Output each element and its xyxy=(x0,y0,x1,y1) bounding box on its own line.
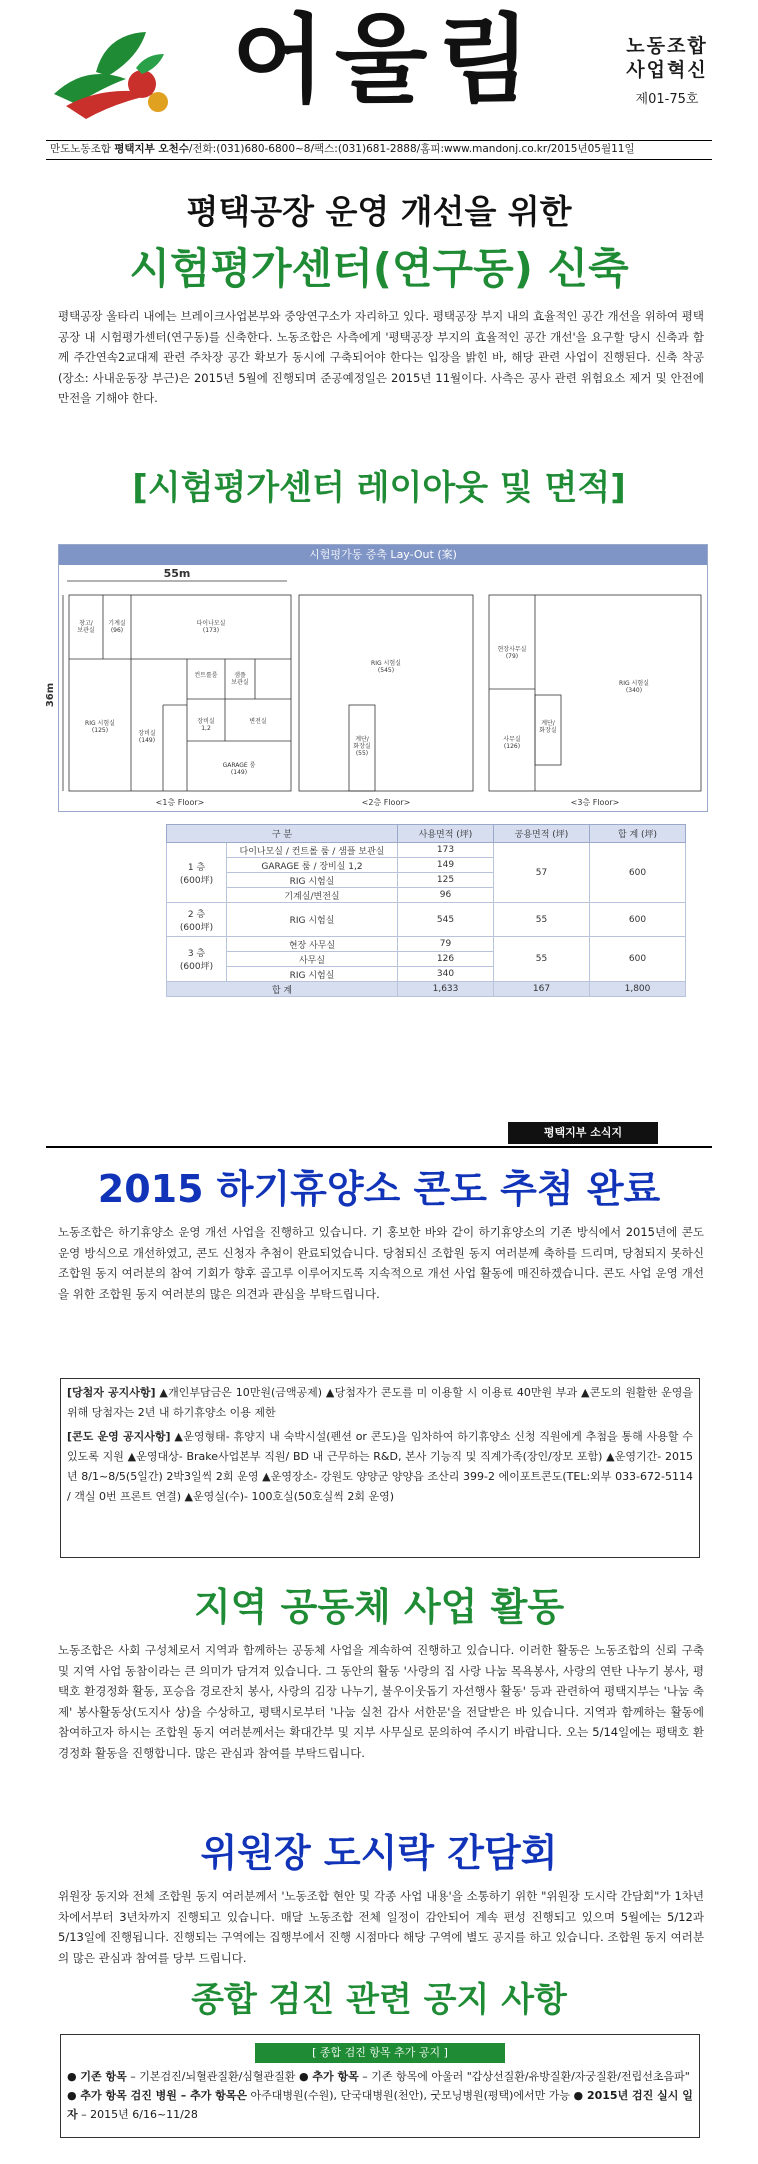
checkup-items xyxy=(67,2067,693,2124)
item-hospital: 아주대병원(수원), 단국대병원(천안), 굿모닝병원(평택)에서만 가능 xyxy=(247,2089,574,2102)
floor3-cell: 3 층 (600坪) xyxy=(167,937,227,982)
condo-notice-box xyxy=(60,1378,700,1558)
floor1-total: 600 xyxy=(590,843,686,903)
article3-headline: 지역 공동체 사업 활동 xyxy=(193,1585,565,1629)
room-rig3: RIG 시험실 (340) xyxy=(619,680,649,694)
info-bar xyxy=(46,140,712,160)
row-label: 다이나모실 / 컨트롤 룸 / 샘플 보관실 xyxy=(227,843,398,858)
row-use: 96 xyxy=(398,888,494,903)
row-label: 사무실 xyxy=(227,952,398,967)
article2-body: 노동조합은 하기휴양소 운영 개선 사업을 진행하고 있습니다. 기 홍보한 바와 같이 하기휴양소의 기존 방식에서 2015년에 콘도 운영 방식으로 개선하였고, 콘도 신청자 추첨이 완료되었습니다. 당첨되신 조합원 동지 여러분께 축하를 드리며, 당첨되지 못하신 조합원 동지 여러분의 참여 기회가 향후 골고루 이루어지도록 지속적으로 개선 사업 활동에 매진하겠습니다. 콘도 사업 운영 개선을 위한 조합원 동지 여러분의 많은 의견과 관심을 부탁드립니다. xyxy=(58,1225,704,1301)
checkup-box-label: [ 종합 검진 항목 추가 공지 ] xyxy=(255,2043,505,2063)
notice-operation-label: [콘도 운영 공지사항] xyxy=(67,1430,171,1443)
article3-body: 노동조합은 사회 구성체로서 지역과 함께하는 공동체 사업을 계속하여 진행하고 있습니다. 이러한 활동은 노동조합의 신뢰 구축 및 지역 사업 동참이라는 큰 의미가 담겨져 있습니다. 그 동안의 활동 '사랑의 집 사랑 나눔 목욕봉사, 사랑의 연탄 나누기 봉사, 평택호 환경정화 활동, 포승읍 경로잔치 봉사, 사랑의 김장 나누기, 불우이웃돕기 자선행사 활동' 등과 관련하여 평택지부는 '나눔 축제' 봉사활동상(도지사 상)을 수상하고, 평택시로부터 '나눔 실천 감사 서한문'을 전달받은 바 있습니다. 지역과 함께하는 활동에 참여하고자 하시는 조합원 동지 여러분께서는 확대간부 및 지부 사무실로 문의하여 주시기 바랍니다. 오는 5/14일에는 평택호 환경정화 활동을 진행합니다. 많은 관심과 참여를 부탁드립니다. xyxy=(58,1643,704,1760)
table-total-row xyxy=(167,982,686,997)
diagram-title: 시험평가동 증축 Lay-Out (案) xyxy=(59,545,707,565)
org-line-1: 노동조합 xyxy=(626,35,708,57)
room-rig1: RIG 시험실 (125) xyxy=(85,720,115,734)
room-site-office: 현장사무실 (79) xyxy=(497,646,527,660)
item-hospital-label: ● 추가 항목 검진 병원 – 추가 항목은 xyxy=(67,2089,248,2102)
row-use: 149 xyxy=(398,858,494,873)
article5-headline: 종합 검진 관련 공지 사항 xyxy=(191,1980,567,2020)
sum-label: 합 계 xyxy=(167,982,398,997)
article2-headline: 2015 하기휴양소 콘도 추첨 완료 xyxy=(97,1167,661,1211)
floor2-common: 55 xyxy=(494,903,590,937)
notice-winners xyxy=(67,1383,693,1423)
room-control: 컨트롤룸 xyxy=(194,672,218,679)
sum-common: 167 xyxy=(494,982,590,997)
info-bar-branch: 평택지부 오천수 xyxy=(114,143,189,155)
room-machine: 기계실 (96) xyxy=(108,620,126,634)
room-sample: 샘플 보관실 xyxy=(231,672,249,686)
notice-winners-label: [당첨자 공지사항] xyxy=(67,1386,156,1399)
room-storage: 창고/ 보관실 xyxy=(77,620,95,634)
issue-number: 제01-75호 xyxy=(635,92,699,107)
floor2-total: 600 xyxy=(590,903,686,937)
article1-subheadline: 평택공장 운영 개선을 위한 xyxy=(186,192,572,231)
info-bar-contact: /전화:(031)680-6800~8/팩스:(031)681-2888/홈피:www.mandonj.co.kr/2015년05월11일 xyxy=(188,143,635,155)
floor3-total: 600 xyxy=(590,937,686,982)
info-bar-org: 만도노동조합 xyxy=(50,143,115,155)
item-added-label: ● 추가 항목 xyxy=(298,2070,359,2083)
row-use: 545 xyxy=(398,903,494,937)
table-row xyxy=(167,903,686,937)
area-table xyxy=(166,824,686,997)
row-use: 126 xyxy=(398,952,494,967)
table-row xyxy=(167,843,686,858)
table-row xyxy=(167,937,686,952)
room-equip: 장비실 (149) xyxy=(138,730,156,744)
room-office: 사무실 (126) xyxy=(503,736,521,750)
floor1-plan xyxy=(69,595,291,791)
floor2-plan xyxy=(299,595,473,791)
th-use-area: 사용면적 (坪) xyxy=(398,825,494,843)
row-use: 340 xyxy=(398,967,494,982)
article1-headline: 시험평가센터(연구동) 신축 xyxy=(129,244,629,293)
row-use: 173 xyxy=(398,843,494,858)
article1-body: 평택공장 울타리 내에는 브레이크사업본부와 중앙연구소가 자리하고 있다. 평택공장 부지 내의 효율적인 공간 개선을 위하여 평택공장 내 시험평가센터(연구동)를 신축한다. 노동조합은 사측에게 '평택공장 부지의 효율적인 공간 개선'을 요구할 당시 신축과 함께 주간연속2교대제 관련 주차장 공간 확보가 동시에 구축되어야 한다는 입장을 밝힌 바, 해당 관련 사업이 진행된다. 신축 착공(장소: 사내운동장 부근)은 2015년 5월에 진행되며 준공예정일은 2015년 11월이다. 사측은 공사 관련 위험요소 제거 및 안전에 만전을 기해야 한다. xyxy=(58,309,704,405)
room-rig2: RIG 시험실 (545) xyxy=(371,660,401,674)
th-category: 구 분 xyxy=(167,825,398,843)
row-use: 125 xyxy=(398,873,494,888)
floor1-cell: 1 층 (600坪) xyxy=(167,843,227,903)
row-label: RIG 시험실 xyxy=(227,903,398,937)
sum-total: 1,800 xyxy=(590,982,686,997)
floor1-common: 57 xyxy=(494,843,590,903)
room-dyno: 다이나모실 (173) xyxy=(196,620,226,634)
row-label: 기계실/변전실 xyxy=(227,888,398,903)
item-date: – 2015년 6/16~11/28 xyxy=(77,2108,198,2121)
item-date-label: ● 2015년 검진 실시 일자 xyxy=(67,2089,693,2121)
room-equip12: 장비실 1,2 xyxy=(197,718,215,732)
union-logo xyxy=(46,24,196,128)
newsletter-title: 어울림 xyxy=(232,4,541,116)
room-stairs2: 계단/ 화장실 (55) xyxy=(353,736,371,757)
floor1-label: <1층 Floor> xyxy=(155,798,205,807)
org-line-2: 사업혁신 xyxy=(626,59,708,81)
floor2-label: <2층 Floor> xyxy=(361,798,411,807)
floor-plan-svg xyxy=(45,565,709,811)
floor3-plan xyxy=(489,595,701,791)
checkup-box xyxy=(60,2034,700,2138)
room-substation: 변전실 xyxy=(249,718,267,725)
item-added: – 기존 항목에 아울러 "갑상선질환/유방질환/자궁질환/전립선초음파" xyxy=(358,2070,690,2083)
th-common-area: 공용면적 (坪) xyxy=(494,825,590,843)
item-existing-label: ● 기존 항목 xyxy=(67,2070,127,2083)
row-label: RIG 시험실 xyxy=(227,967,398,982)
layout-diagram xyxy=(45,544,708,812)
article4-headline: 위원장 도시락 간담회 xyxy=(200,1831,558,1875)
width-dimension: 55m xyxy=(163,567,191,580)
section-divider xyxy=(46,1146,712,1148)
row-use: 79 xyxy=(398,937,494,952)
org-name xyxy=(622,34,712,82)
section-tag: 평택지부 소식지 xyxy=(508,1122,658,1144)
height-dimension: 36m xyxy=(45,682,56,708)
th-total: 합 계 (坪) xyxy=(590,825,686,843)
notice-operation-text: ▲운영형태- 휴양지 내 숙박시설(펜션 or 콘도)을 임차하여 하기휴양소 신청 직원에게 추첨을 통해 사용할 수 있도록 지원 ▲운영대상- Brake사업본부 직원/ BD 내 근무하는 R&D, 본사 기능직 및 직계가족(장인/장모 포함) ▲운영기간- 2015년 8/1~8/5(5일간) 2박3일씩 2회 운영 ▲운영장소- 강원도 양양군 양양읍 조산리 399-2 에이포트콘도(TEL:외부 033-672-5114 / 객실 0번 프론트 연결) ▲운영실(수)- 100호실(50호실씩 2회 운영) xyxy=(67,1430,693,1503)
floor3-label: <3층 Floor> xyxy=(570,798,620,807)
room-garage: GARAGE 룸 (149) xyxy=(222,762,256,776)
layout-heading: [시험평가센터 레이아웃 및 면적] xyxy=(132,468,626,508)
row-label: 현장 사무실 xyxy=(227,937,398,952)
notice-operation xyxy=(67,1427,693,1507)
sum-use: 1,633 xyxy=(398,982,494,997)
notice-winners-text: ▲개인부담금은 10만원(금액공제) ▲당첨자가 콘도를 미 이용할 시 이용료 40만원 부과 ▲콘도의 원활한 운영을 위해 당첨자는 2년 내 하기휴양소 이용 제한 xyxy=(67,1386,693,1419)
item-existing: – 기본검진/뇌혈관질환/심혈관질환 xyxy=(126,2070,299,2083)
floor2-cell: 2 층 (600坪) xyxy=(167,903,227,937)
row-label: RIG 시험실 xyxy=(227,873,398,888)
masthead xyxy=(46,4,712,130)
row-label: GARAGE 룸 / 장비실 1,2 xyxy=(227,858,398,873)
article4-body: 위원장 동지와 전체 조합원 동지 여러분께서 '노동조합 현안 및 각종 사업 내용'을 소통하기 위한 "위원장 도시락 간담회"가 1차년차에서부터 3년차까지 진행되고 있습니다. 매달 노동조합 전체 일정이 감안되어 계속 편성 진행되고 있으며 5월에는 5/12과 5/13일에 진행됩니다. 진행되는 구역에는 집행부에서 진행 시점마다 해당 구역에 별도 공지를 하고 있습니다. 조합원 동지 여러분의 많은 관심과 참여를 당부 드립니다. xyxy=(58,1889,704,1965)
room-stairs3: 계단/ 화장실 xyxy=(539,720,557,734)
floor3-common: 55 xyxy=(494,937,590,982)
